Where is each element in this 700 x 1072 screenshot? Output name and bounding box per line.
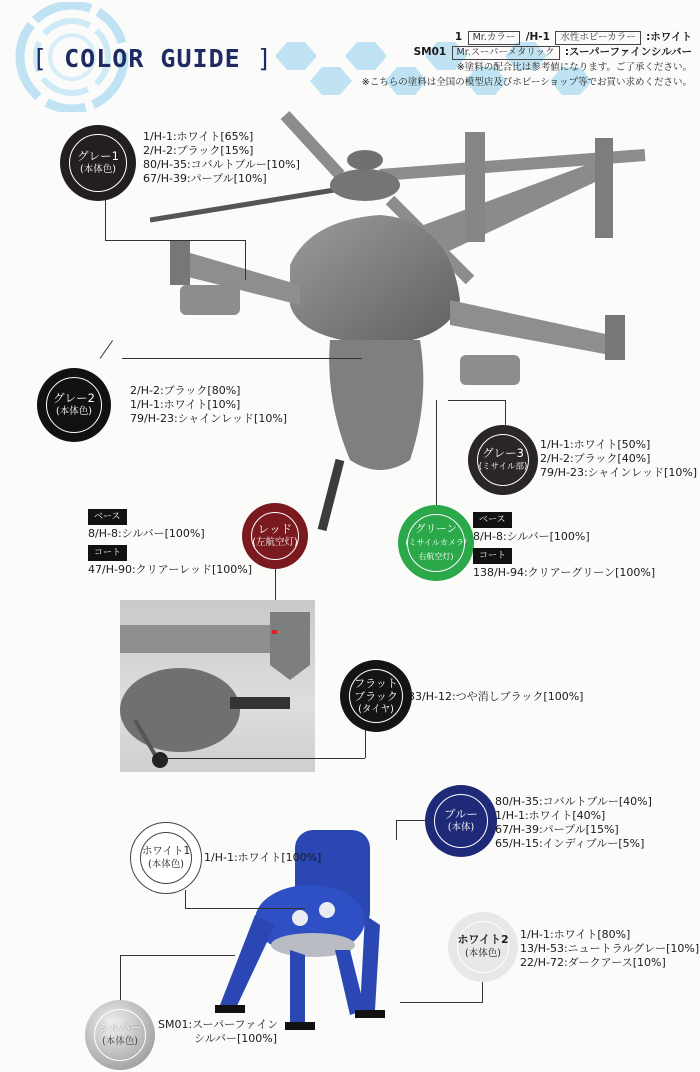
recipe-line: 1/H-1:ホワイト[100%] <box>204 851 322 864</box>
leader-line <box>505 400 506 425</box>
recipe-grey1 <box>143 130 300 186</box>
recipe-line: 80/H-35:コバルトブルー[40%] <box>495 795 652 808</box>
badge-silver-sub: (本体色) <box>102 1036 138 1047</box>
gun-pod-closeup-image <box>120 600 315 772</box>
recipe-line: 65/H-15:インディブルー[5%] <box>495 837 645 850</box>
recipe-base: 8/H-8:シルバー[100%] <box>88 527 205 540</box>
page-title <box>32 44 273 73</box>
recipe-white2 <box>520 928 699 970</box>
badge-flat-black <box>340 660 412 732</box>
base-tag: ベース <box>88 509 127 525</box>
badge-grey3 <box>468 425 538 495</box>
badge-grey2-sub: (本体色) <box>56 406 92 417</box>
recipe-line: 33/H-12:つや消しブラック[100%] <box>408 690 584 703</box>
legend-code: /H-1 <box>525 31 550 43</box>
base-tag: ベース <box>473 512 512 528</box>
recipe-red <box>88 505 252 577</box>
recipe-line: 2/H-2:ブラック[15%] <box>143 144 254 157</box>
badge-grey1-label: グレー1 <box>77 149 119 163</box>
badge-white2-sub: (本体色) <box>465 948 501 959</box>
badge-silver <box>85 1000 155 1070</box>
legend-number: 1 <box>454 31 463 43</box>
leader-line <box>396 820 397 840</box>
coat-tag: コート <box>88 545 127 561</box>
badge-red-label: レッド <box>257 522 293 536</box>
leader-line <box>245 240 246 280</box>
badge-silver-label: シルバー <box>98 1021 142 1034</box>
tachikoma-model-image <box>195 810 455 1040</box>
badge-green <box>398 505 474 581</box>
legend-brand-mr-color: Mr.カラー <box>468 31 521 45</box>
recipe-silver <box>158 1018 278 1046</box>
badge-red <box>242 503 308 569</box>
recipe-grey2 <box>130 384 287 426</box>
leader-line <box>400 1002 483 1003</box>
recipe-flat-black <box>408 690 583 704</box>
recipe-line: シルバー[100%] <box>194 1032 277 1045</box>
leader-line <box>105 240 245 241</box>
badge-grey3-sub: (ミサイル部) <box>478 462 528 472</box>
leader-line <box>185 890 186 908</box>
legend-color-name: :ホワイト <box>646 31 692 43</box>
leader-line <box>122 358 362 359</box>
recipe-white1 <box>204 851 321 865</box>
recipe-line: 79/H-23:シャインレッド[10%] <box>540 466 698 479</box>
leader-line <box>120 955 121 1000</box>
badge-white1 <box>130 822 202 894</box>
legend-brand-aqueous: 水性ホビーカラー <box>555 31 640 45</box>
badge-green-label: グリーン <box>415 523 457 535</box>
badge-grey2-label: グレー2 <box>53 391 95 405</box>
recipe-grey3 <box>540 438 697 480</box>
recipe-line: 2/H-2:ブラック[40%] <box>540 452 651 465</box>
leader-line <box>482 982 483 1002</box>
recipe-line: 79/H-23:シャインレッド[10%] <box>130 412 288 425</box>
leader-line <box>436 400 437 505</box>
legend-note-purchase: ※こちらの塗料は全国の模型店及びホビーショップ等でお買い求めください。 <box>361 77 692 88</box>
recipe-line: 80/H-35:コバルトブルー[10%] <box>143 158 300 171</box>
badge-white2-label: ホワイト2 <box>457 933 509 946</box>
badge-flat-black-label: フラット <box>354 676 398 690</box>
badge-flat-black-label2: ブラック <box>354 689 398 703</box>
recipe-line: 2/H-2:ブラック[80%] <box>130 384 241 397</box>
badge-green-sub: (ミサイルカメラ/右航空灯) <box>405 538 467 561</box>
legend-note-ratio: ※塗料の配合比は参考値になります。ご了承ください。 <box>456 62 692 73</box>
badge-blue-label: ブルー <box>443 807 479 821</box>
recipe-base: 8/H-8:シルバー[100%] <box>473 530 590 543</box>
leader-line <box>448 400 506 401</box>
leader-line <box>120 955 235 956</box>
badge-red-sub: (左航空灯) <box>252 537 298 548</box>
title-bracket-close: ] <box>256 44 273 73</box>
badge-blue <box>425 785 497 857</box>
badge-white2 <box>448 912 518 982</box>
recipe-blue <box>495 795 652 851</box>
recipe-line: 67/H-39:パープル[15%] <box>495 823 619 836</box>
badge-grey2 <box>37 368 111 442</box>
coat-tag: コート <box>473 548 512 564</box>
recipe-line: SM01:スーパーファイン <box>158 1018 279 1031</box>
badge-flat-black-sub: (タイヤ) <box>358 703 394 715</box>
legend-row-mr-color <box>362 30 692 45</box>
leader-line <box>105 200 106 240</box>
badge-white1-sub: (本体色) <box>148 859 184 870</box>
recipe-line: 67/H-39:パープル[10%] <box>143 172 267 185</box>
leader-line <box>160 758 365 759</box>
badge-grey3-label: グレー3 <box>482 446 524 460</box>
recipe-line: 1/H-1:ホワイト[50%] <box>540 438 651 451</box>
badge-grey1 <box>60 125 136 201</box>
leader-line <box>100 340 113 359</box>
legend-row-metallic <box>362 45 692 60</box>
recipe-line: 22/H-72:ダークアース[10%] <box>520 956 666 969</box>
recipe-line: 1/H-1:ホワイト[80%] <box>520 928 631 941</box>
legend-metallic-name: :スーパーファインシルバー <box>564 46 692 58</box>
leader-line <box>365 730 366 758</box>
badge-white1-label: ホワイト1 <box>141 845 191 857</box>
recipe-line: 1/H-1:ホワイト[40%] <box>495 809 606 822</box>
recipe-green <box>473 508 655 580</box>
badge-grey1-sub: (本体色) <box>80 164 116 175</box>
recipe-line: 13/H-53:ニュートラルグレー[10%] <box>520 942 700 955</box>
legend-brand-metallic: Mr.スーパーメタリック <box>452 46 560 60</box>
paint-legend <box>362 30 692 90</box>
recipe-line: 1/H-1:ホワイト[65%] <box>143 130 254 143</box>
badge-blue-sub: (本体) <box>447 822 475 833</box>
recipe-coat: 47/H-90:クリアーレッド[100%] <box>88 563 253 576</box>
recipe-coat: 138/H-94:クリアーグリーン[100%] <box>473 566 656 579</box>
recipe-line: 1/H-1:ホワイト[10%] <box>130 398 241 411</box>
title-bracket-open: [ <box>32 44 49 73</box>
legend-number-sm: SM01 <box>413 46 447 58</box>
title-text: COLOR GUIDE <box>64 44 241 73</box>
leader-line <box>396 820 426 821</box>
leader-line <box>185 908 305 909</box>
